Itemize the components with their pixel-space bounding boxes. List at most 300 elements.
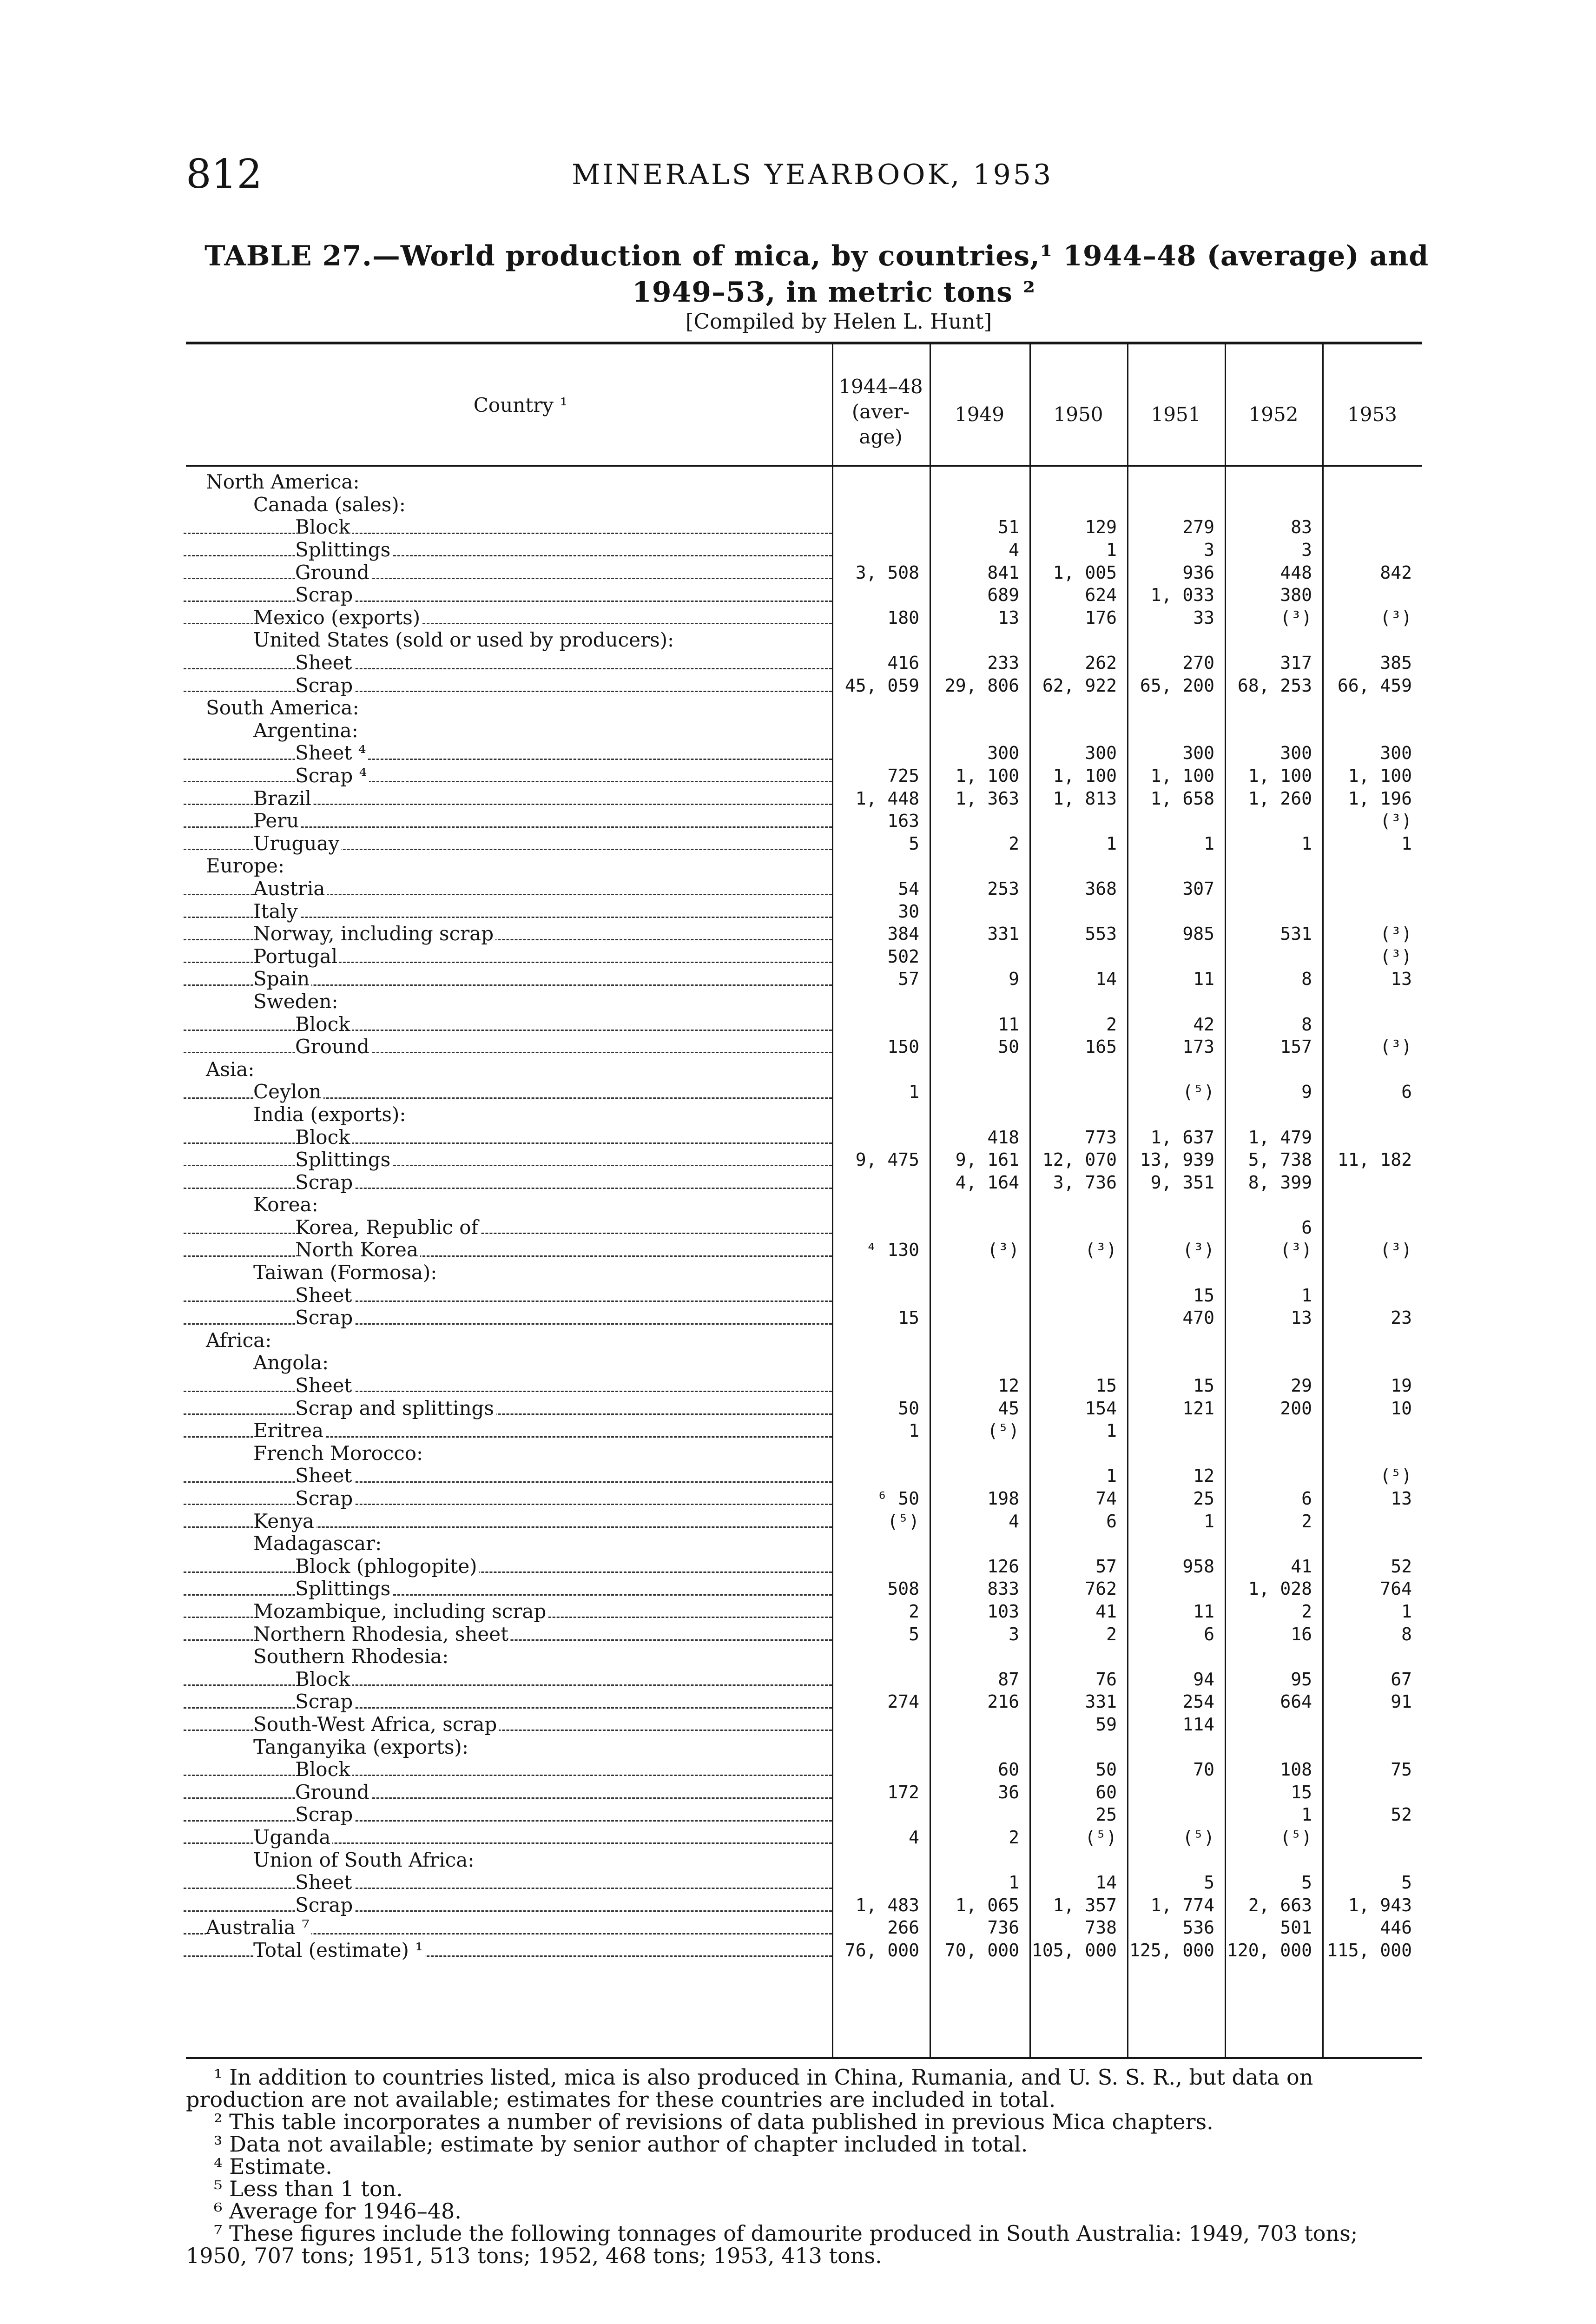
leader-dots xyxy=(184,1030,832,1031)
row-label: Argentina: xyxy=(253,720,360,742)
value-cell: 66, 459 xyxy=(1337,675,1412,696)
value-cell: 14 xyxy=(1095,1872,1117,1893)
value-cell: ⁴ 130 xyxy=(866,1240,919,1261)
value-cell: 1, 363 xyxy=(955,788,1019,809)
row-label: South-West Africa, scrap xyxy=(253,1713,499,1736)
row-label: Scrap xyxy=(295,584,355,606)
value-cell xyxy=(832,1352,930,1374)
value-cell xyxy=(1029,1216,1127,1239)
value-cell: 41 xyxy=(1291,1556,1312,1577)
value-cell xyxy=(832,1758,930,1781)
value-cell: 331 xyxy=(987,924,1019,944)
value-cell: (³) xyxy=(1182,1240,1214,1261)
value-cell xyxy=(1322,1442,1422,1465)
row-label: Taiwan (Formosa): xyxy=(253,1261,439,1284)
value-cell: 1, 100 xyxy=(1248,766,1312,786)
value-cell xyxy=(832,1871,930,1894)
value-cell: 1, 448 xyxy=(855,788,919,809)
row-label: United States (sold or used by producers): xyxy=(253,629,676,651)
table-row xyxy=(184,1419,1422,1442)
value-cell: 1 xyxy=(1204,833,1214,854)
value-cell xyxy=(1322,1284,1422,1307)
value-cell xyxy=(930,1803,1029,1826)
value-cell xyxy=(1029,1194,1127,1216)
value-cell: 508 xyxy=(887,1578,919,1599)
value-cell xyxy=(1029,1736,1127,1758)
row-label-cell xyxy=(184,1578,832,1600)
row-label-cell xyxy=(184,1284,832,1307)
row-label-cell xyxy=(184,1465,832,1487)
value-cell xyxy=(1322,1216,1422,1239)
value-cell: 12, 070 xyxy=(1042,1149,1117,1170)
row-label: Mexico (exports) xyxy=(253,607,422,629)
table-row xyxy=(184,968,1422,990)
value-cell: 6 xyxy=(1301,1217,1312,1238)
footnote-1-continued: production are not available; estimates for these countries are included in total. xyxy=(186,2087,1056,2112)
table-bottom-rule xyxy=(186,2057,1422,2059)
table-row xyxy=(184,1645,1422,1668)
table-row xyxy=(184,923,1422,945)
row-label: Ground xyxy=(295,561,371,583)
value-cell xyxy=(1225,1352,1322,1374)
table-row xyxy=(184,1307,1422,1329)
row-label: Scrap xyxy=(295,1803,355,1826)
row-label: Uganda xyxy=(253,1826,332,1849)
value-cell xyxy=(1127,1329,1225,1352)
value-cell xyxy=(832,1532,930,1555)
header-bottom-rule xyxy=(186,465,1422,467)
row-label: Africa: xyxy=(206,1329,273,1352)
value-cell xyxy=(832,1171,930,1194)
row-label-cell xyxy=(184,1690,832,1713)
value-cell: 1 xyxy=(1301,1285,1312,1306)
row-label: French Morocco: xyxy=(253,1442,425,1465)
value-cell: 1, 479 xyxy=(1248,1127,1312,1148)
footnote-7: ⁷ These figures include the following tonnages of damourite produced in South Australia: 1949, 703 tons; xyxy=(214,2221,1358,2246)
row-label: Splittings xyxy=(295,1149,392,1171)
value-cell: 624 xyxy=(1085,585,1117,606)
row-label-cell xyxy=(184,1013,832,1036)
value-cell: 9 xyxy=(1301,1082,1312,1103)
row-label: Australia ⁷ xyxy=(206,1916,311,1939)
value-cell xyxy=(1225,1849,1322,1871)
value-cell xyxy=(1029,1307,1127,1329)
row-label-cell xyxy=(184,516,832,539)
value-cell: 5, 738 xyxy=(1248,1149,1312,1170)
value-cell: 1, 943 xyxy=(1348,1895,1412,1915)
value-cell xyxy=(832,629,930,652)
value-cell: 11 xyxy=(1193,1601,1214,1622)
total-value-cell: 125, 000 xyxy=(1129,1940,1214,1961)
row-label-cell xyxy=(184,1645,832,1668)
value-cell xyxy=(930,990,1029,1013)
value-cell xyxy=(1225,1194,1322,1216)
value-cell xyxy=(1322,1171,1422,1194)
value-cell xyxy=(1225,1465,1322,1487)
value-cell: 200 xyxy=(1280,1398,1312,1419)
value-cell xyxy=(1225,1645,1322,1668)
value-cell xyxy=(832,1803,930,1826)
value-cell xyxy=(930,494,1029,516)
value-cell: 418 xyxy=(987,1127,1019,1148)
value-cell: 6 xyxy=(1301,1488,1312,1509)
row-label-cell xyxy=(184,1261,832,1284)
table-row xyxy=(184,584,1422,607)
row-label: Asia: xyxy=(206,1058,257,1080)
value-cell: 1 xyxy=(909,1082,919,1103)
value-cell xyxy=(1322,1645,1422,1668)
leader-dots xyxy=(184,759,832,760)
value-cell: 11 xyxy=(1193,969,1214,990)
value-cell: 129 xyxy=(1085,517,1117,538)
value-cell: 6 xyxy=(1204,1624,1214,1644)
value-cell: 216 xyxy=(987,1691,1019,1712)
value-cell: 1 xyxy=(1301,1804,1312,1825)
row-label-cell xyxy=(184,1171,832,1194)
value-cell: 13 xyxy=(1291,1307,1312,1328)
value-cell: 126 xyxy=(987,1556,1019,1577)
value-cell: 1, 196 xyxy=(1348,788,1412,809)
value-cell: 59 xyxy=(1095,1714,1117,1735)
row-label-cell xyxy=(184,878,832,900)
table-row xyxy=(184,1690,1422,1713)
table-row xyxy=(184,1871,1422,1894)
row-label: Block xyxy=(295,516,352,538)
row-label-cell xyxy=(184,787,832,810)
leader-dots xyxy=(184,1413,832,1415)
value-cell xyxy=(1029,471,1127,494)
value-cell: 842 xyxy=(1380,562,1412,583)
table-row xyxy=(184,1081,1422,1103)
row-label-cell xyxy=(184,1781,832,1803)
value-cell xyxy=(1029,629,1127,652)
row-label-cell xyxy=(184,1307,832,1329)
row-label: Canada (sales): xyxy=(253,494,408,516)
value-cell: (⁵) xyxy=(987,1420,1019,1441)
value-cell: 29, 806 xyxy=(944,675,1019,696)
value-cell: 45, 059 xyxy=(844,675,919,696)
table-row xyxy=(184,990,1422,1013)
table-row xyxy=(184,629,1422,652)
row-label: Block xyxy=(295,1013,352,1035)
leader-dots xyxy=(184,1052,832,1053)
value-cell xyxy=(832,990,930,1013)
value-cell: 42 xyxy=(1193,1014,1214,1035)
value-cell: 67 xyxy=(1391,1669,1412,1690)
value-cell xyxy=(1322,1194,1422,1216)
value-cell: 74 xyxy=(1095,1488,1117,1509)
column-header-1953: 1953 xyxy=(1347,403,1397,426)
column-header-1949: 1949 xyxy=(955,403,1004,426)
value-cell: 11 xyxy=(998,1014,1019,1035)
value-cell: 5 xyxy=(909,1624,919,1644)
value-cell xyxy=(1029,1284,1127,1307)
row-label-cell xyxy=(184,1194,832,1216)
value-cell: 446 xyxy=(1380,1917,1412,1938)
value-cell xyxy=(1127,720,1225,742)
value-cell xyxy=(1029,855,1127,878)
row-label-cell xyxy=(184,1623,832,1645)
value-cell xyxy=(1127,1736,1225,1758)
value-cell xyxy=(832,1713,930,1736)
leader-dots xyxy=(184,1594,832,1596)
value-cell: 936 xyxy=(1182,562,1214,583)
row-label: Ceylon xyxy=(253,1081,323,1103)
row-label-cell xyxy=(184,742,832,765)
table-row xyxy=(184,1894,1422,1916)
value-cell xyxy=(1127,1578,1225,1600)
table-row xyxy=(184,1532,1422,1555)
table-row xyxy=(184,878,1422,900)
value-cell xyxy=(1029,1442,1127,1465)
value-cell xyxy=(832,1329,930,1352)
total-value-cell: 120, 000 xyxy=(1227,1940,1312,1961)
leader-dots xyxy=(184,1571,832,1573)
table-row xyxy=(184,1194,1422,1216)
value-cell: 3 xyxy=(1009,1624,1019,1644)
value-cell xyxy=(832,494,930,516)
value-cell: 57 xyxy=(898,969,919,990)
leader-dots xyxy=(184,1707,832,1709)
value-cell: 13 xyxy=(998,607,1019,628)
value-cell xyxy=(832,1849,930,1871)
value-cell: 33 xyxy=(1193,607,1214,628)
leader-dots xyxy=(184,691,832,692)
table-row xyxy=(184,1442,1422,1465)
value-cell: 1 xyxy=(1106,833,1117,854)
table-row xyxy=(184,1397,1422,1419)
row-label-cell xyxy=(184,1329,832,1352)
value-cell xyxy=(1322,1329,1422,1352)
row-label: North Korea xyxy=(295,1239,420,1261)
value-cell xyxy=(1029,990,1127,1013)
row-label-cell xyxy=(184,832,832,855)
running-head: MINERALS YEARBOOK, 1953 xyxy=(572,158,1054,191)
row-label: Ground xyxy=(295,1036,371,1058)
row-label: Splittings xyxy=(295,1578,392,1600)
table-row xyxy=(184,1374,1422,1397)
value-cell xyxy=(1127,1194,1225,1216)
row-label-cell xyxy=(184,471,832,494)
value-cell: 1, 100 xyxy=(1150,766,1214,786)
table-row xyxy=(184,1487,1422,1510)
value-cell: 95 xyxy=(1291,1669,1312,1690)
value-cell: (³) xyxy=(1380,1240,1412,1261)
value-cell xyxy=(832,1555,930,1578)
row-label-cell xyxy=(184,900,832,923)
value-cell: 958 xyxy=(1182,1556,1214,1577)
value-cell: 70 xyxy=(1193,1759,1214,1780)
value-cell xyxy=(1127,810,1225,832)
row-label-cell xyxy=(184,1713,832,1736)
mica-production-table xyxy=(184,471,1422,1961)
row-label-cell xyxy=(184,1510,832,1532)
row-label: Sheet xyxy=(295,1871,354,1894)
value-cell xyxy=(1225,1442,1322,1465)
value-cell: 300 xyxy=(1182,743,1214,764)
row-label: Eritrea xyxy=(253,1419,325,1442)
row-label-cell xyxy=(184,1916,832,1939)
value-cell: 52 xyxy=(1391,1556,1412,1577)
value-cell xyxy=(1029,1103,1127,1126)
value-cell xyxy=(832,1261,930,1284)
footnote-4: ⁴ Estimate. xyxy=(214,2154,332,2179)
value-cell: 317 xyxy=(1280,653,1312,673)
table-row xyxy=(184,900,1422,923)
table-row xyxy=(184,1284,1422,1307)
row-label-cell xyxy=(184,539,832,561)
table-row xyxy=(184,1216,1422,1239)
value-cell xyxy=(930,1261,1029,1284)
value-cell: 51 xyxy=(998,517,1019,538)
value-cell xyxy=(832,1442,930,1465)
value-cell xyxy=(1225,629,1322,652)
value-cell xyxy=(832,1103,930,1126)
value-cell: 176 xyxy=(1085,607,1117,628)
table-row xyxy=(184,1510,1422,1532)
row-label-cell xyxy=(184,1149,832,1171)
table-row xyxy=(184,539,1422,561)
value-cell: 3, 736 xyxy=(1053,1172,1117,1193)
row-label: Italy xyxy=(253,900,300,922)
value-cell: ⁶ 50 xyxy=(877,1488,919,1509)
value-cell: 14 xyxy=(1095,969,1117,990)
row-label-cell xyxy=(184,1487,832,1510)
row-label-cell xyxy=(184,923,832,945)
leader-dots xyxy=(184,1255,832,1257)
value-cell xyxy=(930,471,1029,494)
value-cell: 233 xyxy=(987,653,1019,673)
value-cell: 154 xyxy=(1085,1398,1117,1419)
value-cell xyxy=(1225,720,1322,742)
value-cell: 1, 100 xyxy=(1053,766,1117,786)
value-cell: 75 xyxy=(1391,1759,1412,1780)
value-cell: 62, 922 xyxy=(1042,675,1117,696)
value-cell: 172 xyxy=(887,1782,919,1802)
table-title-line-1: TABLE 27.—World production of mica, by countries,¹ 1944–48 (average) and xyxy=(204,240,1429,272)
value-cell xyxy=(1322,539,1422,561)
value-cell xyxy=(1029,900,1127,923)
value-cell xyxy=(1127,1645,1225,1668)
value-cell: 13, 939 xyxy=(1140,1149,1214,1170)
value-cell: (³) xyxy=(1380,924,1412,944)
value-cell: 553 xyxy=(1085,924,1117,944)
footnote-1: ¹ In addition to countries listed, mica is also produced in China, Rumania, and U. S. S. R., but data on xyxy=(214,2065,1313,2090)
row-label-cell xyxy=(184,607,832,629)
value-cell: 1, 033 xyxy=(1150,585,1214,606)
table-title-line-2: 1949–53, in metric tons ² xyxy=(632,276,1036,309)
page-number: 812 xyxy=(186,151,263,198)
row-label-cell xyxy=(184,1894,832,1916)
value-cell: 1, 100 xyxy=(955,766,1019,786)
value-cell: (³) xyxy=(1085,1240,1117,1261)
value-cell: 1, 774 xyxy=(1150,1895,1214,1915)
total-value-cell: 115, 000 xyxy=(1326,1940,1412,1961)
row-label-cell xyxy=(184,765,832,787)
table-row xyxy=(184,1329,1422,1352)
value-cell: 470 xyxy=(1182,1307,1214,1328)
value-cell: 9 xyxy=(1009,969,1019,990)
leader-dots xyxy=(184,1188,832,1189)
value-cell xyxy=(832,1126,930,1149)
value-cell xyxy=(1127,945,1225,968)
value-cell xyxy=(832,1736,930,1758)
value-cell: (³) xyxy=(1380,811,1412,832)
table-row xyxy=(184,1849,1422,1871)
value-cell xyxy=(1225,878,1322,900)
value-cell: 68, 253 xyxy=(1237,675,1312,696)
value-cell xyxy=(1127,1216,1225,1239)
value-cell: 274 xyxy=(887,1691,919,1712)
row-label: Scrap and splittings xyxy=(295,1397,496,1419)
value-cell xyxy=(832,1194,930,1216)
value-cell xyxy=(832,516,930,539)
row-label-cell xyxy=(184,1826,832,1849)
row-label-cell xyxy=(184,494,832,516)
value-cell xyxy=(1029,810,1127,832)
row-label: Sheet xyxy=(295,652,354,674)
value-cell: 448 xyxy=(1280,562,1312,583)
value-cell xyxy=(1322,1126,1422,1149)
value-cell: 1, 260 xyxy=(1248,788,1312,809)
value-cell xyxy=(1029,1645,1127,1668)
value-cell xyxy=(1225,494,1322,516)
value-cell: 773 xyxy=(1085,1127,1117,1148)
value-cell: 25 xyxy=(1193,1488,1214,1509)
row-label-cell xyxy=(184,1081,832,1103)
value-cell xyxy=(1225,1103,1322,1126)
value-cell: 108 xyxy=(1280,1759,1312,1780)
value-cell: 15 xyxy=(1095,1375,1117,1396)
leader-dots xyxy=(184,1165,832,1166)
value-cell: 4 xyxy=(1009,540,1019,561)
row-label-cell xyxy=(184,1668,832,1690)
value-cell xyxy=(1322,471,1422,494)
value-cell: 536 xyxy=(1182,1917,1214,1938)
value-cell: 9, 475 xyxy=(855,1149,919,1170)
table-title xyxy=(204,238,1436,310)
row-label: Sheet xyxy=(295,1374,354,1397)
leader-dots xyxy=(184,1481,832,1483)
value-cell: 15 xyxy=(898,1307,919,1328)
table-row xyxy=(184,1803,1422,1826)
row-label: Madagascar: xyxy=(253,1532,383,1555)
row-label-cell xyxy=(184,584,832,607)
row-label: Korea: xyxy=(253,1194,320,1216)
value-cell: 50 xyxy=(998,1037,1019,1057)
leader-dots xyxy=(184,533,832,534)
footnote-2: ² This table incorporates a number of revisions of data published in previous Mica chapters. xyxy=(214,2109,1213,2134)
value-cell xyxy=(1029,1081,1127,1103)
row-label-cell xyxy=(184,1736,832,1758)
value-cell xyxy=(1127,1419,1225,1442)
table-row xyxy=(184,1261,1422,1284)
value-cell xyxy=(1029,697,1127,720)
row-label: Portugal xyxy=(253,945,339,967)
value-cell: 13 xyxy=(1391,969,1412,990)
value-cell xyxy=(832,1058,930,1081)
value-cell: 180 xyxy=(887,607,919,628)
value-cell: 385 xyxy=(1380,653,1412,673)
table-row xyxy=(184,787,1422,810)
value-cell xyxy=(1225,990,1322,1013)
value-cell xyxy=(832,1216,930,1239)
value-cell: 2 xyxy=(1106,1014,1117,1035)
value-cell: 8 xyxy=(1401,1624,1412,1644)
row-label-cell xyxy=(184,945,832,968)
row-label-cell xyxy=(184,1374,832,1397)
value-cell: 300 xyxy=(1380,743,1412,764)
